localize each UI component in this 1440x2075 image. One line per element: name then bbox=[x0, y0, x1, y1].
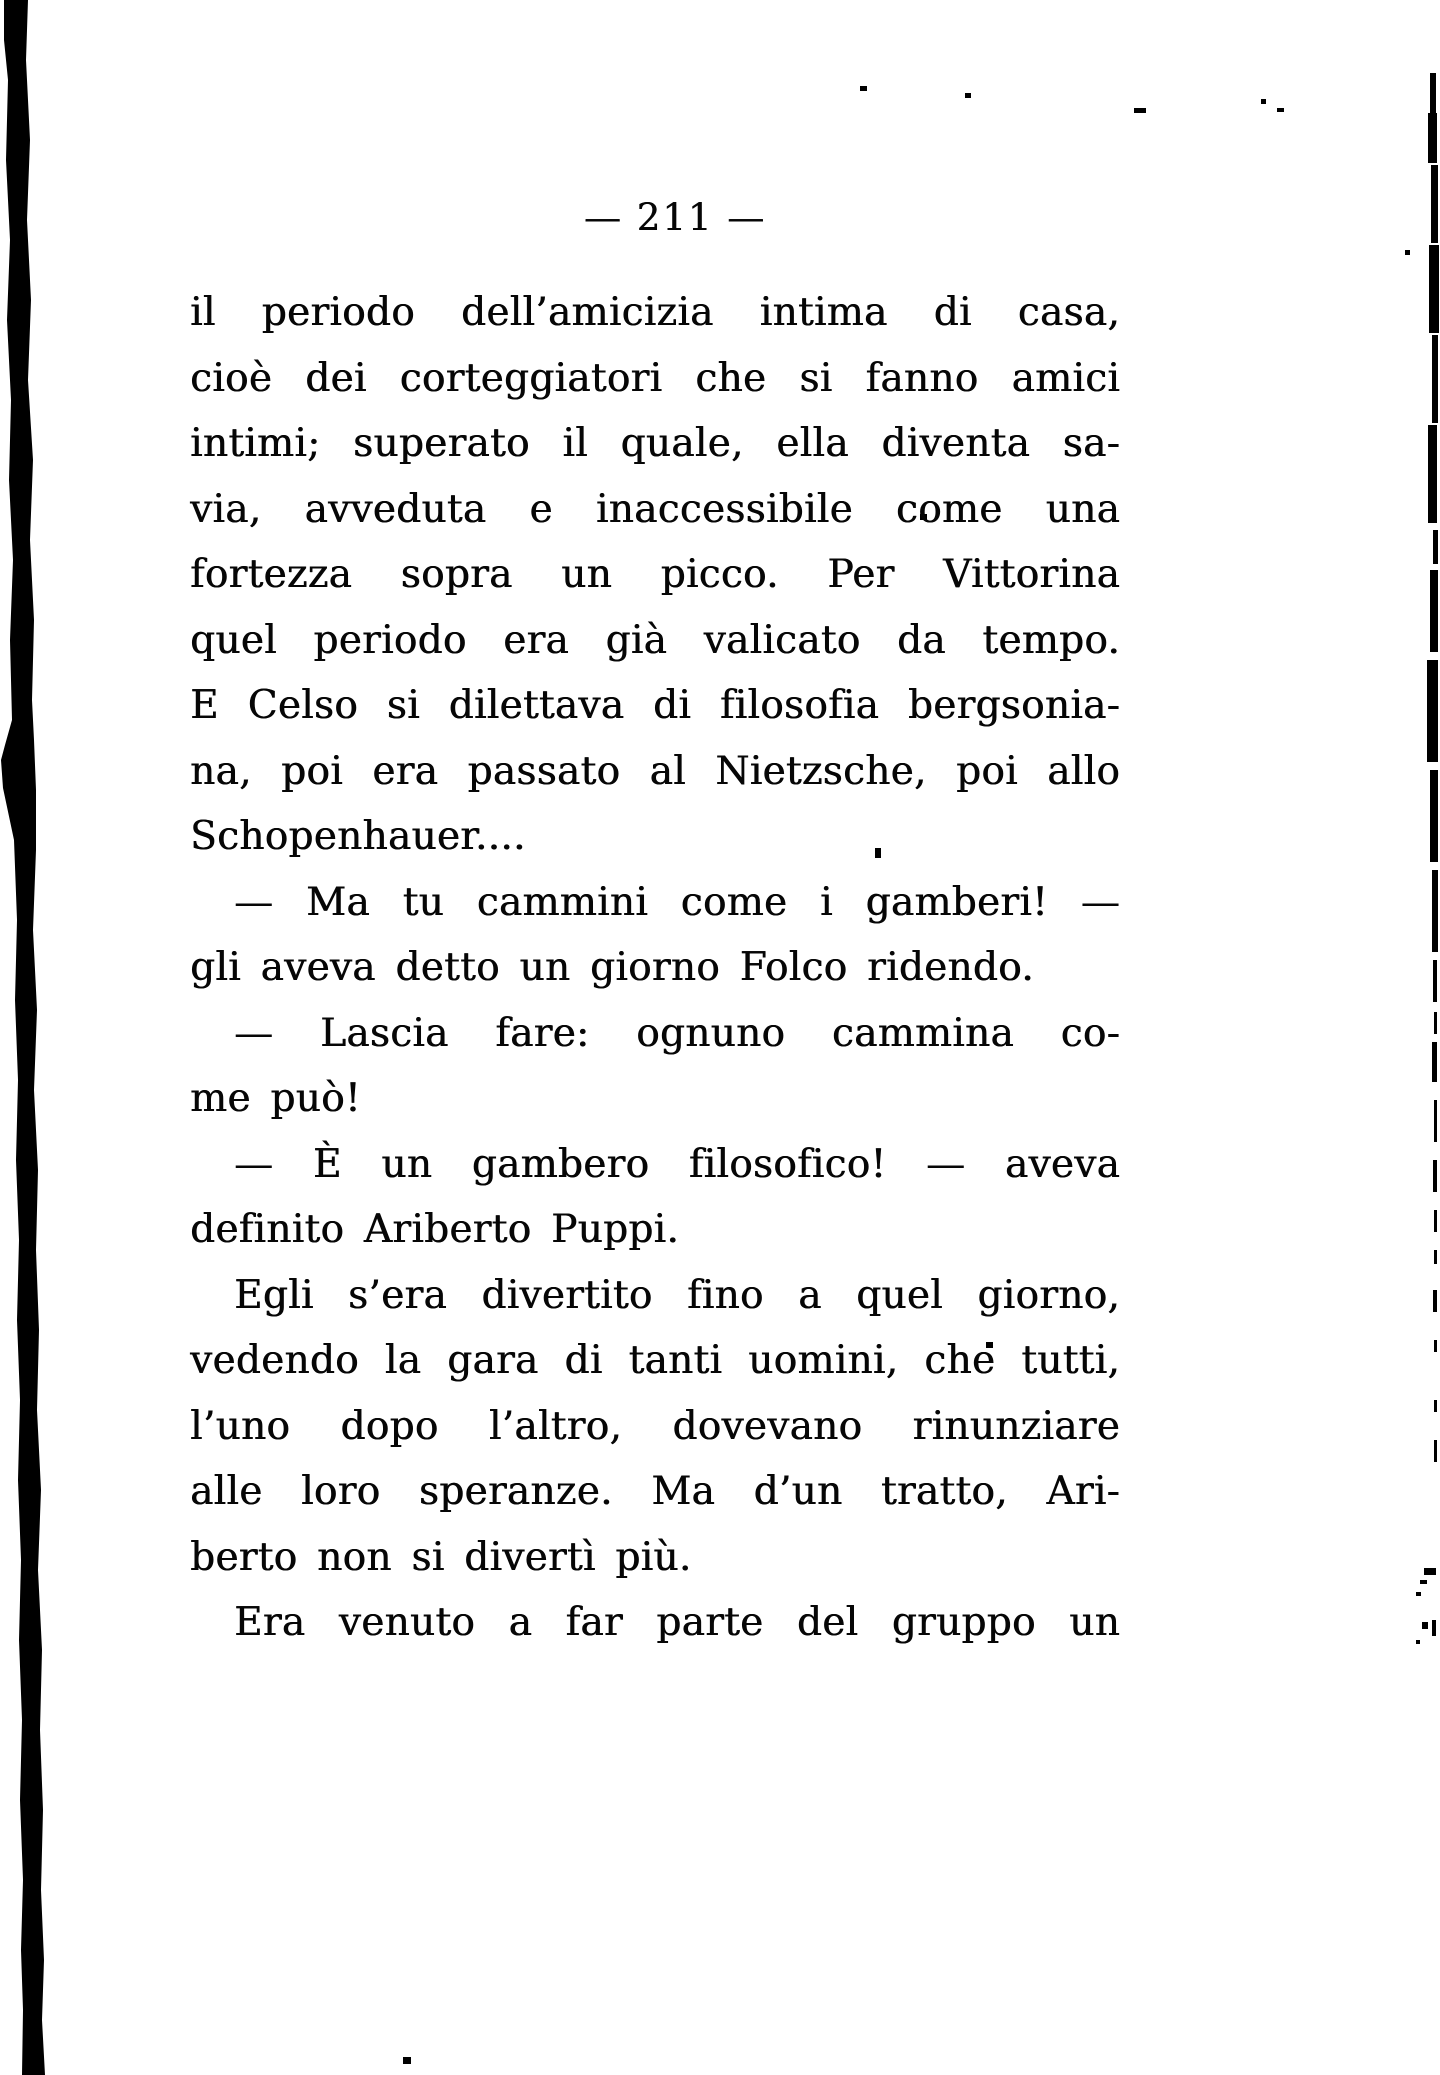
text-line: fortezza sopra un picco. Per Vittorina bbox=[190, 552, 1120, 597]
text-line: definito Ariberto Puppi. bbox=[190, 1207, 679, 1252]
text-line: me può! bbox=[190, 1076, 361, 1121]
text-line: Egli s’era divertito fino a quel giorno, bbox=[234, 1272, 1120, 1318]
page-edge-scan-line bbox=[1427, 73, 1439, 1462]
text-line: berto non si divertì più. bbox=[190, 1534, 692, 1580]
text-line: l’uno dopo l’altro, dovevano rinunziare bbox=[190, 1403, 1120, 1449]
text-line: intimi; superato il quale, ella diventa sa- bbox=[190, 421, 1120, 466]
text-line: gli aveva detto un giorno Folco ridendo. bbox=[190, 945, 1034, 990]
text-line: il periodo dell’amicizia intima di casa, bbox=[190, 290, 1120, 335]
page-text bbox=[190, 280, 1120, 1656]
text-line: alle loro speranze. Ma d’un tratto, Ari- bbox=[190, 1469, 1120, 1514]
book-gutter-shadow bbox=[1, 0, 45, 2075]
text-line: — Ma tu cammini come i gamberi! — bbox=[234, 879, 1120, 925]
page-number-header: — 211 — bbox=[583, 196, 767, 239]
text-line: — Lascia fare: ognuno cammina co- bbox=[234, 1010, 1120, 1056]
text-line: Schopenhauer.... bbox=[190, 814, 526, 859]
text-line: — È un gambero filosofico! — aveva bbox=[234, 1141, 1120, 1187]
text-line: E Celso si dilettava di filosofia bergsonia- bbox=[190, 683, 1120, 728]
text-line: quel periodo era già valicato da tempo. bbox=[190, 617, 1120, 663]
text-line: via, avveduta e inaccessibile come una bbox=[190, 486, 1120, 532]
text-line: cioè dei corteggiatori che si fanno amici bbox=[190, 355, 1120, 401]
text-line: vedendo la gara di tanti uomini, che tutti, bbox=[190, 1338, 1120, 1383]
text-line: na, poi era passato al Nietzsche, poi allo bbox=[190, 748, 1120, 794]
text-line: Era venuto a far parte del gruppo un bbox=[234, 1600, 1120, 1645]
